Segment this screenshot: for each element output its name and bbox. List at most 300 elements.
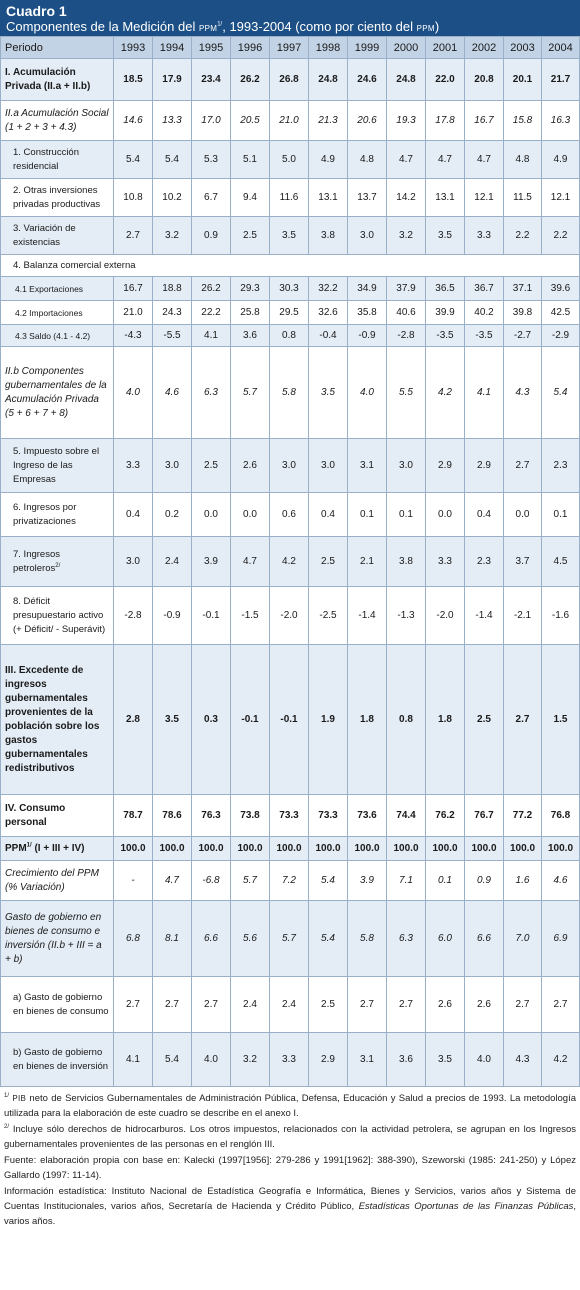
row-label <box>1 277 114 301</box>
column-header-year: 2001 <box>426 37 465 59</box>
table-cell: 0.1 <box>542 493 580 537</box>
row-label-text: 1. Construcción residencial <box>13 146 80 172</box>
subtitle-text: Componentes de la Medición del <box>6 19 199 34</box>
row-label-text: 4.3 Saldo (4.1 - 4.2) <box>15 330 91 341</box>
table-cell: 14.2 <box>387 179 426 217</box>
table-cell: -2.8 <box>387 325 426 347</box>
table-cell: -0.9 <box>348 325 387 347</box>
row-label-text: (I + III + IV) <box>31 842 85 854</box>
table-cell: 3.0 <box>153 439 192 493</box>
table-cell: 0.0 <box>231 493 270 537</box>
table-cell: 2.7 <box>114 977 153 1033</box>
table-cell: 2.4 <box>231 977 270 1033</box>
row-label <box>1 255 580 277</box>
table-cell: 0.4 <box>309 493 348 537</box>
table-cell: 40.2 <box>465 301 504 325</box>
row-label-ppm: PPM <box>5 842 27 854</box>
table-cell: 2.7 <box>542 977 580 1033</box>
table-cell: 7.0 <box>504 901 542 977</box>
row-label <box>1 901 114 977</box>
row-label <box>1 325 114 347</box>
table-cell: 4.0 <box>348 347 387 439</box>
table-row <box>1 59 580 101</box>
table-cell: 39.9 <box>426 301 465 325</box>
table-cell: 2.9 <box>465 439 504 493</box>
table-cell: 0.1 <box>348 493 387 537</box>
table-cell: 5.8 <box>270 347 309 439</box>
table-cell: 40.6 <box>387 301 426 325</box>
row-label <box>1 645 114 795</box>
table-cell: 20.8 <box>465 59 504 101</box>
table-cell: 6.6 <box>465 901 504 977</box>
row-label <box>1 861 114 901</box>
table-cell: 21.3 <box>309 101 348 141</box>
column-header-periodo: Periodo <box>1 37 114 59</box>
column-header-year: 2004 <box>542 37 580 59</box>
table-cell: -1.4 <box>348 587 387 645</box>
table-cell: 16.3 <box>542 101 580 141</box>
table-row <box>1 1033 580 1087</box>
table-row <box>1 347 580 439</box>
table-cell: -1.3 <box>387 587 426 645</box>
table-cell: 32.2 <box>309 277 348 301</box>
subtitle-ppm-2: PPM <box>416 24 435 33</box>
row-label-text: 8. Déficit presupuestario activo (+ Déficit/ - Superávit) <box>13 595 106 635</box>
table-row <box>1 901 580 977</box>
row-label <box>1 837 114 861</box>
table-cell: 3.0 <box>114 537 153 587</box>
table-cell: 4.9 <box>542 141 580 179</box>
table-cell: 23.4 <box>192 59 231 101</box>
table-cell: 5.4 <box>153 1033 192 1087</box>
table-row <box>1 977 580 1033</box>
table-cell: 4.1 <box>465 347 504 439</box>
table-cell: 0.1 <box>387 493 426 537</box>
row-label-text: Gasto de gobierno en bienes de consumo e inversión (II.b + III = a + b) <box>5 911 102 965</box>
table-cell: 20.6 <box>348 101 387 141</box>
table-cell: 1.8 <box>348 645 387 795</box>
table-cell: 0.8 <box>387 645 426 795</box>
table-row <box>1 795 580 837</box>
table-cell: 4.1 <box>192 325 231 347</box>
footnote-1-marker: 1/ <box>4 1092 10 1099</box>
table-cell: 73.3 <box>309 795 348 837</box>
table-cell: 4.0 <box>192 1033 231 1087</box>
row-label-text: 4. Balanza comercial externa <box>13 259 136 271</box>
statistics-note-end: , varios años. <box>4 1201 576 1227</box>
table-cell: 2.2 <box>542 217 580 255</box>
column-header-year: 1997 <box>270 37 309 59</box>
row-label-sup: 1/ <box>26 842 32 849</box>
row-label-text: 6. Ingresos por privatizaciones <box>13 501 77 527</box>
table-cell: 4.0 <box>114 347 153 439</box>
table-row <box>1 101 580 141</box>
table-cell: 6.7 <box>192 179 231 217</box>
table-cell: 2.6 <box>465 977 504 1033</box>
table-cell: 10.8 <box>114 179 153 217</box>
table-cell: 3.1 <box>348 1033 387 1087</box>
table-cell: 2.7 <box>114 217 153 255</box>
column-header-year: 1993 <box>114 37 153 59</box>
column-header-year: 2003 <box>504 37 542 59</box>
table-cell: 4.6 <box>542 861 580 901</box>
table-cell: 10.2 <box>153 179 192 217</box>
table-cell: 39.6 <box>542 277 580 301</box>
row-label <box>1 179 114 217</box>
row-label-text: 7. Ingresos petroleros <box>13 548 60 574</box>
column-header-year: 2002 <box>465 37 504 59</box>
table-cell: 5.3 <box>192 141 231 179</box>
table-cell: 24.8 <box>309 59 348 101</box>
table-cell: 2.5 <box>465 645 504 795</box>
table-row <box>1 493 580 537</box>
footnote-1-text: neto de Servicios Gubernamentales de Administración Pública, Defensa, Educación y Salud a precios de 1993. La metodología utilizada para la elaboración de este cuadro se describe en el anexo I. <box>4 1093 577 1119</box>
table-cell: 4.9 <box>309 141 348 179</box>
table-cell: 4.2 <box>542 1033 580 1087</box>
table-cell: 39.8 <box>504 301 542 325</box>
table-cell: 78.6 <box>153 795 192 837</box>
table-cell: 2.3 <box>542 439 580 493</box>
table-cell: 15.8 <box>504 101 542 141</box>
table-cell: 73.8 <box>231 795 270 837</box>
table-cell: 100.0 <box>348 837 387 861</box>
table-cell: -2.0 <box>426 587 465 645</box>
table-cell: 4.8 <box>504 141 542 179</box>
table-cell: 3.1 <box>348 439 387 493</box>
table-cell: 6.0 <box>426 901 465 977</box>
table-cell: 76.7 <box>465 795 504 837</box>
row-label <box>1 587 114 645</box>
table-cell: 14.6 <box>114 101 153 141</box>
table-cell: 3.8 <box>387 537 426 587</box>
table-cell: 5.7 <box>231 347 270 439</box>
table-cell: 2.7 <box>192 977 231 1033</box>
table-cell: -2.5 <box>309 587 348 645</box>
data-table <box>0 36 580 1087</box>
table-cell: 20.5 <box>231 101 270 141</box>
table-cell: 2.5 <box>231 217 270 255</box>
table-cell: 2.7 <box>504 645 542 795</box>
table-cell: 4.1 <box>114 1033 153 1087</box>
table-cell: 1.5 <box>542 645 580 795</box>
table-cell: 3.2 <box>231 1033 270 1087</box>
table-cell: 26.8 <box>270 59 309 101</box>
table-cell: 0.3 <box>192 645 231 795</box>
table-cell: 2.7 <box>504 977 542 1033</box>
table-cell: 5.4 <box>542 347 580 439</box>
table-cell: -3.5 <box>426 325 465 347</box>
table-cell: -2.7 <box>504 325 542 347</box>
table-cell: 1.9 <box>309 645 348 795</box>
table-cell: 32.6 <box>309 301 348 325</box>
table-cell: 1.8 <box>426 645 465 795</box>
table-cell: 2.6 <box>426 977 465 1033</box>
table-cell: 2.4 <box>270 977 309 1033</box>
table-cell: 3.0 <box>387 439 426 493</box>
table-cell: 2.7 <box>387 977 426 1033</box>
table-cell: 3.7 <box>504 537 542 587</box>
table-cell: 30.3 <box>270 277 309 301</box>
table-cell: 2.9 <box>426 439 465 493</box>
table-cell: 5.1 <box>231 141 270 179</box>
table-cell: 2.1 <box>348 537 387 587</box>
table-cell: 6.9 <box>542 901 580 977</box>
column-header-year: 1994 <box>153 37 192 59</box>
table-subtitle <box>6 19 574 37</box>
table-cell: 5.0 <box>270 141 309 179</box>
table-cell: 18.5 <box>114 59 153 101</box>
subtitle-ppm: PPM <box>198 24 218 33</box>
table-cell: 22.0 <box>426 59 465 101</box>
row-label <box>1 1033 114 1087</box>
table-cell: 2.7 <box>153 977 192 1033</box>
table-cell: 17.0 <box>192 101 231 141</box>
row-label <box>1 301 114 325</box>
table-cell: 0.4 <box>465 493 504 537</box>
table-cell: 3.9 <box>348 861 387 901</box>
table-cell: 5.4 <box>114 141 153 179</box>
table-cell: 3.5 <box>426 1033 465 1087</box>
table-cell: 6.8 <box>114 901 153 977</box>
table-cell: 21.0 <box>114 301 153 325</box>
subtitle-sup: 1/ <box>217 21 223 28</box>
table-cell: - <box>114 861 153 901</box>
table-row <box>1 255 580 277</box>
row-label-text: 4.2 Importaciones <box>15 307 83 318</box>
table-cell: 100.0 <box>387 837 426 861</box>
table-cell: 5.5 <box>387 347 426 439</box>
table-cell: 12.1 <box>542 179 580 217</box>
table-cell: 5.8 <box>348 901 387 977</box>
table-cell: -1.6 <box>542 587 580 645</box>
subtitle-text-mid: , 1993-2004 (como por ciento del <box>222 19 417 34</box>
table-cell: -2.0 <box>270 587 309 645</box>
table-cell: 2.8 <box>114 645 153 795</box>
table-row <box>1 645 580 795</box>
table-cell: -0.1 <box>192 587 231 645</box>
footnotes <box>0 1087 580 1229</box>
table-cell: 3.3 <box>270 1033 309 1087</box>
table-cell: 35.8 <box>348 301 387 325</box>
row-label <box>1 493 114 537</box>
row-label <box>1 347 114 439</box>
table-row <box>1 325 580 347</box>
table-cell: 37.1 <box>504 277 542 301</box>
footnote-1 <box>4 1091 576 1121</box>
table-cell: 24.6 <box>348 59 387 101</box>
table-row <box>1 217 580 255</box>
table-cell: 4.6 <box>153 347 192 439</box>
table-cell: 20.1 <box>504 59 542 101</box>
column-header-year: 1995 <box>192 37 231 59</box>
table-cell: 9.4 <box>231 179 270 217</box>
table-cell: 4.8 <box>348 141 387 179</box>
footnote-2-text: Incluye sólo derechos de hidrocarburos. Los otros impuestos, relacionados con la actividad petrolera, se agrupan en los Ingresos gubernamentales provenientes de las personas en el renglón III. <box>4 1124 576 1150</box>
table-cell: 3.5 <box>153 645 192 795</box>
table-cell: 0.8 <box>270 325 309 347</box>
table-cell: -0.1 <box>270 645 309 795</box>
table-cell: 3.5 <box>270 217 309 255</box>
table-cell: 0.1 <box>426 861 465 901</box>
table-cell: -0.9 <box>153 587 192 645</box>
table-cell: 4.7 <box>231 537 270 587</box>
footnote-1-pib: PIB <box>12 1094 27 1103</box>
table-cell: 26.2 <box>231 59 270 101</box>
row-label-text: III. Excedente de ingresos gubernamentales provenientes de la población sobre los gastos gubernamentales redistributivos <box>5 664 100 774</box>
footnote-2-marker: 2/ <box>4 1123 10 1130</box>
row-label-text: Crecimiento del PPM (% Variación) <box>5 867 99 893</box>
footnote-2 <box>4 1122 576 1152</box>
statistics-note-text: Información estadística: Instituto Nacional de Estadística Geografía e Informática, Bienes y Servicios, varios años y Sistema de Cuentas Institucionales, varios años, Secretaría de Hacienda y Crédito Público, <box>4 1186 576 1212</box>
table-cell: 4.7 <box>426 141 465 179</box>
table-cell: -0.4 <box>309 325 348 347</box>
table-cell: 34.9 <box>348 277 387 301</box>
table-cell: 4.3 <box>504 347 542 439</box>
table-cell: 3.9 <box>192 537 231 587</box>
table-cell: 3.0 <box>348 217 387 255</box>
table-cell: 4.7 <box>153 861 192 901</box>
table-cell: -2.8 <box>114 587 153 645</box>
table-cell: 13.7 <box>348 179 387 217</box>
table-cell: 100.0 <box>465 837 504 861</box>
table-cell: 2.4 <box>153 537 192 587</box>
table-cell: 2.9 <box>309 1033 348 1087</box>
row-label-text: 5. Impuesto sobre el Ingreso de las Empresas <box>13 445 100 485</box>
row-label-text: a) Gasto de gobierno en bienes de consumo <box>13 991 109 1017</box>
table-cell: 36.5 <box>426 277 465 301</box>
table-cell: 5.4 <box>153 141 192 179</box>
table-cell: 24.8 <box>387 59 426 101</box>
table-cell: 2.6 <box>231 439 270 493</box>
column-header-year: 1999 <box>348 37 387 59</box>
row-label <box>1 537 114 587</box>
table-cell: 26.2 <box>192 277 231 301</box>
table-cell: 3.0 <box>309 439 348 493</box>
table-cell: 100.0 <box>153 837 192 861</box>
table-cell: 4.5 <box>542 537 580 587</box>
table-cell: 18.8 <box>153 277 192 301</box>
table-cell: 42.5 <box>542 301 580 325</box>
column-header-year: 1996 <box>231 37 270 59</box>
table-cell: 24.3 <box>153 301 192 325</box>
table-cell: 2.2 <box>504 217 542 255</box>
row-label-text: 2. Otras inversiones privadas productivas <box>13 184 101 210</box>
table-cell: 17.8 <box>426 101 465 141</box>
table-row <box>1 587 580 645</box>
table-cell: 76.8 <box>542 795 580 837</box>
table-cell: 2.3 <box>465 537 504 587</box>
table-cell: 5.6 <box>231 901 270 977</box>
table-header-row <box>1 37 580 59</box>
table-cell: 3.3 <box>465 217 504 255</box>
table-cell: 7.1 <box>387 861 426 901</box>
table-cell: 13.3 <box>153 101 192 141</box>
table-cell: 29.5 <box>270 301 309 325</box>
table-cell: 21.0 <box>270 101 309 141</box>
table-cell: -0.1 <box>231 645 270 795</box>
table-cell: 2.5 <box>309 977 348 1033</box>
table-cell: 16.7 <box>465 101 504 141</box>
table-cell: 73.6 <box>348 795 387 837</box>
table-cell: -3.5 <box>465 325 504 347</box>
table-cell: 100.0 <box>309 837 348 861</box>
row-label-sup: 2/ <box>55 562 61 569</box>
table-cell: 6.6 <box>192 901 231 977</box>
table-cell: 73.3 <box>270 795 309 837</box>
table-cell: 4.2 <box>426 347 465 439</box>
table-cell: 74.4 <box>387 795 426 837</box>
table-cell: 3.8 <box>309 217 348 255</box>
table-cell: 3.2 <box>153 217 192 255</box>
table-cell: -2.1 <box>504 587 542 645</box>
table-cell: 5.4 <box>309 861 348 901</box>
table-cell: 3.3 <box>114 439 153 493</box>
row-label <box>1 439 114 493</box>
table-cell: 4.2 <box>270 537 309 587</box>
table-row <box>1 277 580 301</box>
row-label-text: I. Acumulación Privada (II.a + II.b) <box>5 66 91 92</box>
table-cell: 29.3 <box>231 277 270 301</box>
table-cell: 3.6 <box>231 325 270 347</box>
table-cell: -4.3 <box>114 325 153 347</box>
table-cell: 0.0 <box>504 493 542 537</box>
table-cell: 76.2 <box>426 795 465 837</box>
table-cell: -1.5 <box>231 587 270 645</box>
table-cell: 78.7 <box>114 795 153 837</box>
row-label-text: II.b Componentes gubernamentales de la Acumulación Privada (5 + 6 + 7 + 8) <box>5 365 107 419</box>
table-cell: 100.0 <box>114 837 153 861</box>
table-cell: -2.9 <box>542 325 580 347</box>
row-label <box>1 101 114 141</box>
table-cell: 36.7 <box>465 277 504 301</box>
table-cell: 13.1 <box>309 179 348 217</box>
table-cell: 7.2 <box>270 861 309 901</box>
table-row <box>1 179 580 217</box>
table-cell: 5.4 <box>309 901 348 977</box>
row-label <box>1 59 114 101</box>
table-cell: 2.7 <box>504 439 542 493</box>
table-cell: 4.7 <box>387 141 426 179</box>
table-cell: 11.5 <box>504 179 542 217</box>
table-cell: 0.4 <box>114 493 153 537</box>
table-cell: 100.0 <box>270 837 309 861</box>
table-cell: 3.0 <box>270 439 309 493</box>
table-cell: 0.6 <box>270 493 309 537</box>
table-cell: 0.9 <box>192 217 231 255</box>
table-cell: -5.5 <box>153 325 192 347</box>
table-row <box>1 861 580 901</box>
table-cell: 2.5 <box>309 537 348 587</box>
table-cell: 1.6 <box>504 861 542 901</box>
column-header-year: 2000 <box>387 37 426 59</box>
table-cell: -1.4 <box>465 587 504 645</box>
table-row <box>1 537 580 587</box>
table-title: Cuadro 1 <box>6 3 67 19</box>
row-label-text: b) Gasto de gobierno en bienes de inversión <box>13 1046 109 1072</box>
table-cell: 5.7 <box>270 901 309 977</box>
table-cell: 4.0 <box>465 1033 504 1087</box>
table-header <box>0 0 580 36</box>
table-cell: 100.0 <box>192 837 231 861</box>
table-cell: 77.2 <box>504 795 542 837</box>
table-cell: 6.3 <box>387 901 426 977</box>
statistics-note-title: Estadísticas Oportunas de las Finanzas Públicas <box>358 1201 574 1212</box>
table-row <box>1 837 580 861</box>
row-label-text: IV. Consumo personal <box>5 802 66 828</box>
source-note: Fuente: elaboración propia con base en: Kalecki (1997[1956]: 279-286 y 1991[1962]: 388-390), Szeworski (1985: 241-250) y López Gallardo (1997: 11-14). <box>4 1155 576 1181</box>
table-cell: 0.9 <box>465 861 504 901</box>
row-label <box>1 217 114 255</box>
